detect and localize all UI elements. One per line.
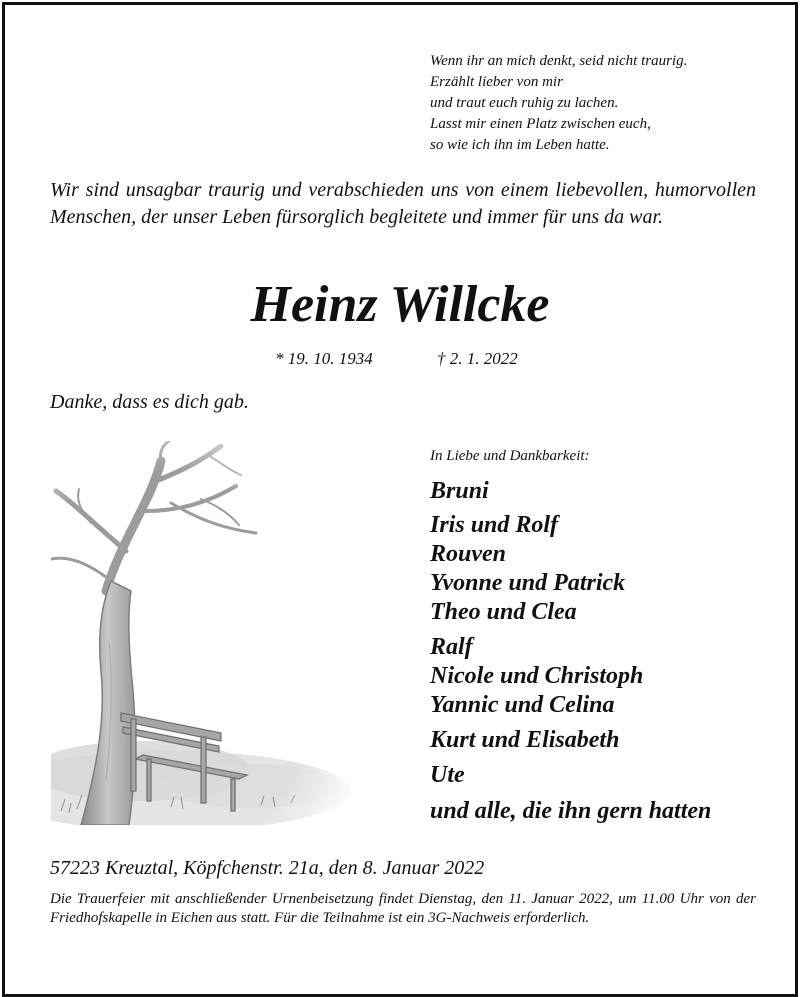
- mourner-entry: Kurt und Elisabeth: [430, 727, 620, 753]
- mourner-entry: Bruni: [430, 478, 489, 504]
- tree-and-bench-illustration: [51, 441, 351, 825]
- mourner-entry: Rouven: [430, 541, 507, 567]
- birth-date: * 19. 10. 1934: [275, 349, 373, 368]
- poem-line: Wenn ihr an mich denkt, seid nicht traurig.: [430, 53, 688, 69]
- mourner-entry: und alle, die ihn gern hatten: [430, 798, 712, 824]
- poem-line: und traut euch ruhig zu lachen.: [430, 95, 619, 111]
- poem-line: so wie ich ihn im Leben hatte.: [430, 137, 610, 153]
- place-and-date: 57223 Kreuztal, Köpfchenstr. 21a, den 8. Januar 2022: [50, 857, 485, 879]
- poem-line: Erzählt lieber von mir: [430, 74, 563, 90]
- mourner-entry: Theo und Clea: [430, 599, 577, 625]
- poem-line: Lasst mir einen Platz zwischen euch,: [430, 116, 651, 132]
- mourner-entry: Nicole und Christoph: [430, 663, 644, 689]
- mourner-entry: Yannic und Celina: [430, 692, 615, 718]
- mourner-entry: Iris und Rolf: [430, 512, 559, 538]
- mourner-entry: Yvonne und Patrick: [430, 570, 626, 596]
- intro-text: Wir sind unsagbar traurig und verabschieden uns von einem liebevollen, humorvollen Menschen, der unser Leben fürsorglich begleitete und immer für uns da war.: [50, 179, 756, 228]
- deceased-name: Heinz Willcke: [250, 276, 550, 333]
- mourner-entry: Ute: [430, 762, 465, 788]
- thanks-line: Danke, dass es dich gab.: [50, 391, 249, 413]
- funeral-notice: Die Trauerfeier mit anschließender Urnenbeisetzung findet Dienstag, den 11. Januar 2022, um 11.00 Uhr von der Friedhofskapelle in Eichen aus statt. Für die Teilnahme ist ein 3G-Nachweis erforderlich.: [50, 891, 756, 926]
- poem: [430, 51, 687, 156]
- obituary-notice: [2, 2, 798, 997]
- mourners-heading: In Liebe und Dankbarkeit:: [430, 448, 590, 464]
- mourner-entry: Ralf: [430, 634, 473, 660]
- death-date: † 2. 1. 2022: [437, 349, 518, 368]
